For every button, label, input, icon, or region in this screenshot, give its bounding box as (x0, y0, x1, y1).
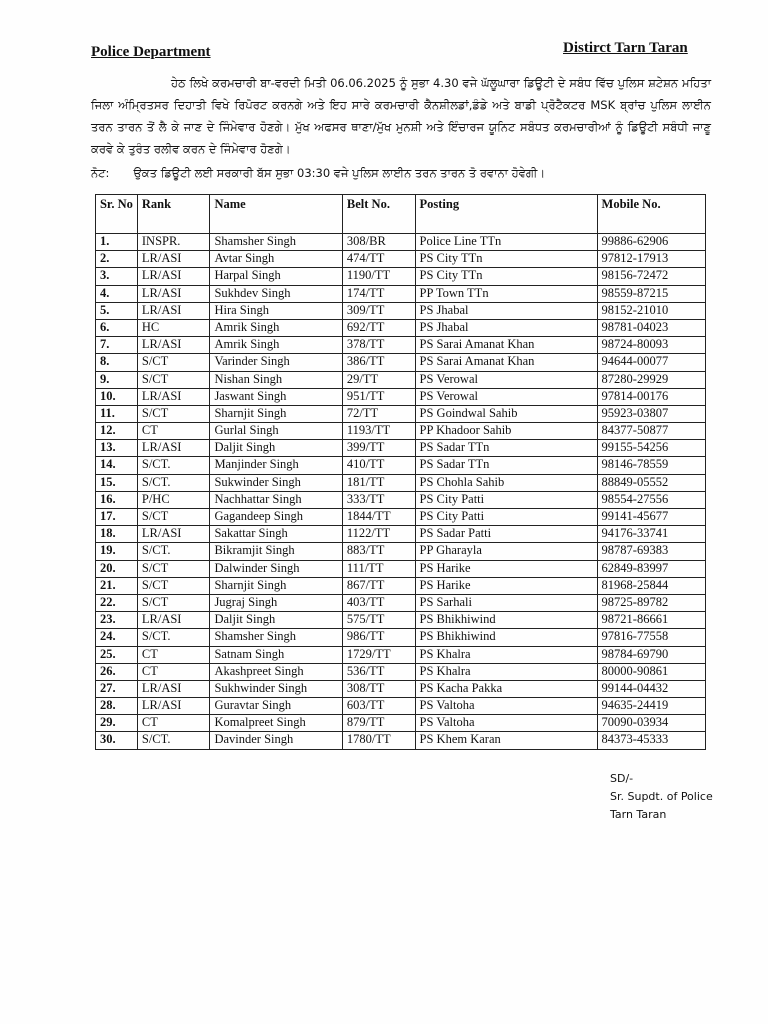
table-row (96, 577, 706, 594)
cell-sr-no: 2. (96, 251, 138, 268)
cell-name: Sharnjit Singh (210, 577, 342, 594)
cell-posting: PS Verowal (415, 388, 597, 405)
cell-posting: PS Bhikhiwind (415, 629, 597, 646)
cell-rank: S/CT (137, 509, 210, 526)
cell-posting: PS City Patti (415, 491, 597, 508)
cell-rank: LR/ASI (137, 680, 210, 697)
cell-belt-no: 1122/TT (342, 526, 415, 543)
cell-belt-no: 308/TT (342, 680, 415, 697)
cell-rank: LR/ASI (137, 526, 210, 543)
cell-mobile-no: 98559-87215 (597, 285, 705, 302)
cell-belt-no: 174/TT (342, 285, 415, 302)
cell-mobile-no: 81968-25844 (597, 577, 705, 594)
department-heading: Police Department (91, 44, 211, 60)
cell-rank: S/CT (137, 354, 210, 371)
cell-sr-no: 30. (96, 732, 138, 749)
cell-belt-no: 536/TT (342, 663, 415, 680)
cell-rank: LR/ASI (137, 285, 210, 302)
cell-name: Amrik Singh (210, 337, 342, 354)
table-row (96, 388, 706, 405)
cell-posting: PS Chohla Sahib (415, 474, 597, 491)
cell-rank: P/HC (137, 491, 210, 508)
cell-sr-no: 17. (96, 509, 138, 526)
cell-mobile-no: 95923-03807 (597, 405, 705, 422)
table-row (96, 646, 706, 663)
cell-mobile-no: 98721-86661 (597, 612, 705, 629)
header-row (96, 195, 706, 234)
table-row (96, 526, 706, 543)
district-heading: Distirct Tarn Taran (563, 40, 688, 56)
cell-name: Amrik Singh (210, 319, 342, 336)
cell-belt-no: 386/TT (342, 354, 415, 371)
cell-posting: PS Sarai Amanat Khan (415, 354, 597, 371)
cell-sr-no: 19. (96, 543, 138, 560)
signature-district: Tarn Taran (610, 808, 667, 821)
table-row (96, 663, 706, 680)
cell-sr-no: 4. (96, 285, 138, 302)
cell-name: Shamsher Singh (210, 234, 342, 251)
cell-name: Sharnjit Singh (210, 405, 342, 422)
cell-posting: PS City Patti (415, 509, 597, 526)
cell-name: Akashpreet Singh (210, 663, 342, 680)
cell-sr-no: 9. (96, 371, 138, 388)
cell-belt-no: 1193/TT (342, 423, 415, 440)
cell-name: Davinder Singh (210, 732, 342, 749)
cell-rank: INSPR. (137, 234, 210, 251)
table-row (96, 474, 706, 491)
cell-posting: PS Kacha Pakka (415, 680, 597, 697)
cell-sr-no: 16. (96, 491, 138, 508)
cell-rank: S/CT. (137, 629, 210, 646)
cell-belt-no: 111/TT (342, 560, 415, 577)
cell-posting: PS Verowal (415, 371, 597, 388)
cell-posting: PS Sadar TTn (415, 457, 597, 474)
cell-mobile-no: 99144-04432 (597, 680, 705, 697)
cell-mobile-no: 99886-62906 (597, 234, 705, 251)
cell-belt-no: 867/TT (342, 577, 415, 594)
cell-belt-no: 951/TT (342, 388, 415, 405)
cell-rank: S/CT (137, 594, 210, 611)
table-row (96, 234, 706, 251)
cell-posting: PS Khalra (415, 646, 597, 663)
cell-belt-no: 474/TT (342, 251, 415, 268)
cell-mobile-no: 98156-72472 (597, 268, 705, 285)
cell-sr-no: 27. (96, 680, 138, 697)
cell-posting: PP Khadoor Sahib (415, 423, 597, 440)
cell-belt-no: 1190/TT (342, 268, 415, 285)
cell-posting: PS Bhikhiwind (415, 612, 597, 629)
table-row (96, 612, 706, 629)
cell-posting: PS Sadar Patti (415, 526, 597, 543)
cell-sr-no: 8. (96, 354, 138, 371)
cell-sr-no: 20. (96, 560, 138, 577)
cell-mobile-no: 62849-83997 (597, 560, 705, 577)
cell-rank: LR/ASI (137, 440, 210, 457)
cell-belt-no: 309/TT (342, 302, 415, 319)
cell-mobile-no: 98152-21010 (597, 302, 705, 319)
cell-belt-no: 333/TT (342, 491, 415, 508)
cell-mobile-no: 94176-33741 (597, 526, 705, 543)
cell-sr-no: 14. (96, 457, 138, 474)
cell-name: Guravtar Singh (210, 698, 342, 715)
cell-name: Nachhattar Singh (210, 491, 342, 508)
cell-sr-no: 13. (96, 440, 138, 457)
cell-rank: CT (137, 715, 210, 732)
cell-sr-no: 18. (96, 526, 138, 543)
cell-sr-no: 12. (96, 423, 138, 440)
cell-belt-no: 181/TT (342, 474, 415, 491)
duty-roster-table (95, 194, 706, 750)
table-row (96, 251, 706, 268)
col-header-name: Name (210, 195, 342, 234)
cell-mobile-no: 98787-69383 (597, 543, 705, 560)
order-paragraph: ਹੇਠ ਲਿਖੇ ਕਰਮਚਾਰੀ ਬਾ-ਵਰਦੀ ਮਿਤੀ 06.06.2025 ਨੂੰ ਸੁਭਾ 4.30 ਵਜੇ ਘੱਲੂਘਾਰਾ ਡਿਊਟੀ ਦੇ ਸਬੰਧ ਵਿੱਚ ਪੁਲਿਸ ਸ਼ਟੇਸ਼ਨ ਮਹਿਤਾ ਜਿਲਾ ਅੰਮ੍ਰਿਤਸਰ ਦਿਹਾਤੀ ਵਿਖੇ ਰਿਪੋਰਟ ਕਰਨਗੇ ਅਤੇ ਇਹ ਸਾਰੇ ਕਰਮਚਾਰੀ ਕੈਨਸ਼ੀਲਡਾਂ,ਡੰਡੇ ਅਤੇ ਬਾਡੀ ਪ੍ਰੋਟੈਕਟਰ MSK ਬ੍ਰਾਂਚ ਪੁਲਿਸ ਲਾਈਨ ਤਰਨ ਤਾਰਨ ਤੋਂ ਲੈ ਕੇ ਜਾਣ ਦੇ ਜਿੰਮੇਵਾਰ ਹੋਣਗੇ। ਮੁੱਖ ਅਫਸਰ ਥਾਣਾ/ਮੁੱਖ ਮੁਨਸ਼ੀ ਅਤੇ ਇੰਚਾਰਜ ਯੂਨਿਟ ਸਬੰਧਤ ਕਰਮਚਾਰੀਆਂ ਨੂੰ ਡਿਊਟੀ ਸਬੰਧੀ ਜਾਣੂ ਕਰਵੇ ਕੇ ਤੁਰੰਤ ਰਲੀਵ ਕਰਨ ਦੇ ਜਿੰਮੇਵਾਰ ਹੋਣਗੇ। (91, 76, 711, 156)
cell-name: Manjinder Singh (210, 457, 342, 474)
cell-posting: PP Gharayla (415, 543, 597, 560)
cell-belt-no: 410/TT (342, 457, 415, 474)
cell-rank: HC (137, 319, 210, 336)
cell-name: Dalwinder Singh (210, 560, 342, 577)
cell-posting: PS Khem Karan (415, 732, 597, 749)
cell-rank: S/CT (137, 371, 210, 388)
cell-mobile-no: 98146-78559 (597, 457, 705, 474)
cell-mobile-no: 97816-77558 (597, 629, 705, 646)
cell-sr-no: 24. (96, 629, 138, 646)
table-row (96, 698, 706, 715)
cell-sr-no: 3. (96, 268, 138, 285)
cell-belt-no: 1729/TT (342, 646, 415, 663)
cell-mobile-no: 84377-50877 (597, 423, 705, 440)
table-row (96, 371, 706, 388)
cell-name: Jugraj Singh (210, 594, 342, 611)
cell-name: Daljit Singh (210, 440, 342, 457)
cell-sr-no: 7. (96, 337, 138, 354)
cell-posting: PS City TTn (415, 268, 597, 285)
table-row (96, 543, 706, 560)
table-row (96, 405, 706, 422)
signature-sd: SD/- (610, 772, 634, 785)
cell-posting: PS Jhabal (415, 302, 597, 319)
table-row (96, 440, 706, 457)
col-header-mobile-no: Mobile No. (597, 195, 705, 234)
cell-sr-no: 26. (96, 663, 138, 680)
col-header-posting: Posting (415, 195, 597, 234)
cell-belt-no: 29/TT (342, 371, 415, 388)
cell-mobile-no: 98724-80093 (597, 337, 705, 354)
cell-name: Sukhwinder Singh (210, 680, 342, 697)
cell-sr-no: 28. (96, 698, 138, 715)
cell-mobile-no: 97812-17913 (597, 251, 705, 268)
table-row (96, 268, 706, 285)
cell-rank: LR/ASI (137, 337, 210, 354)
cell-rank: LR/ASI (137, 698, 210, 715)
cell-sr-no: 22. (96, 594, 138, 611)
cell-name: Gurlal Singh (210, 423, 342, 440)
cell-rank: LR/ASI (137, 251, 210, 268)
cell-rank: S/CT. (137, 474, 210, 491)
cell-belt-no: 1844/TT (342, 509, 415, 526)
cell-name: Avtar Singh (210, 251, 342, 268)
cell-rank: CT (137, 646, 210, 663)
table-row (96, 629, 706, 646)
table-body (96, 234, 706, 750)
cell-rank: S/CT. (137, 543, 210, 560)
note-line (91, 166, 711, 181)
cell-belt-no: 399/TT (342, 440, 415, 457)
cell-rank: LR/ASI (137, 302, 210, 319)
cell-name: Harpal Singh (210, 268, 342, 285)
cell-mobile-no: 98784-69790 (597, 646, 705, 663)
cell-posting: PS Goindwal Sahib (415, 405, 597, 422)
cell-belt-no: 403/TT (342, 594, 415, 611)
table-row (96, 285, 706, 302)
cell-rank: LR/ASI (137, 388, 210, 405)
col-header-sr-no: Sr. No (96, 195, 138, 234)
cell-name: Komalpreet Singh (210, 715, 342, 732)
cell-mobile-no: 98725-89782 (597, 594, 705, 611)
cell-belt-no: 72/TT (342, 405, 415, 422)
table-row (96, 337, 706, 354)
cell-sr-no: 25. (96, 646, 138, 663)
cell-name: Satnam Singh (210, 646, 342, 663)
signature-block (610, 770, 713, 824)
cell-name: Sukhdev Singh (210, 285, 342, 302)
cell-posting: PS Jhabal (415, 319, 597, 336)
cell-name: Hira Singh (210, 302, 342, 319)
cell-rank: S/CT (137, 560, 210, 577)
cell-mobile-no: 99155-54256 (597, 440, 705, 457)
note-label: ਨੋਟ: (91, 166, 110, 180)
cell-belt-no: 879/TT (342, 715, 415, 732)
cell-name: Sukwinder Singh (210, 474, 342, 491)
table-row (96, 560, 706, 577)
cell-belt-no: 603/TT (342, 698, 415, 715)
cell-sr-no: 23. (96, 612, 138, 629)
cell-posting: PS Valtoha (415, 715, 597, 732)
cell-mobile-no: 84373-45333 (597, 732, 705, 749)
cell-name: Varinder Singh (210, 354, 342, 371)
table-row (96, 319, 706, 336)
cell-rank: LR/ASI (137, 268, 210, 285)
cell-mobile-no: 99141-45677 (597, 509, 705, 526)
table-row (96, 715, 706, 732)
cell-belt-no: 692/TT (342, 319, 415, 336)
cell-posting: PS Sadar TTn (415, 440, 597, 457)
table-row (96, 491, 706, 508)
cell-belt-no: 378/TT (342, 337, 415, 354)
cell-posting: PS Khalra (415, 663, 597, 680)
cell-sr-no: 29. (96, 715, 138, 732)
cell-name: Jaswant Singh (210, 388, 342, 405)
cell-mobile-no: 98554-27556 (597, 491, 705, 508)
cell-belt-no: 308/BR (342, 234, 415, 251)
cell-rank: LR/ASI (137, 612, 210, 629)
cell-sr-no: 21. (96, 577, 138, 594)
cell-posting: PP Town TTn (415, 285, 597, 302)
cell-mobile-no: 87280-29929 (597, 371, 705, 388)
table-row (96, 594, 706, 611)
cell-mobile-no: 70090-03934 (597, 715, 705, 732)
cell-posting: PS Sarai Amanat Khan (415, 337, 597, 354)
cell-mobile-no: 94635-24419 (597, 698, 705, 715)
cell-posting: Police Line TTn (415, 234, 597, 251)
cell-belt-no: 986/TT (342, 629, 415, 646)
cell-name: Bikramjit Singh (210, 543, 342, 560)
note-text: ਉਕਤ ਡਿਊਟੀ ਲਈ ਸਰਕਾਰੀ ਬੱਸ ਸੁਭਾ 03:30 ਵਜੇ ਪੁਲਿਸ ਲਾਈਨ ਤਰਨ ਤਾਰਨ ਤੋ ਰਵਾਨਾ ਹੋਵੇਗੀ। (133, 166, 546, 180)
cell-belt-no: 575/TT (342, 612, 415, 629)
table-row (96, 680, 706, 697)
cell-mobile-no: 88849-05552 (597, 474, 705, 491)
cell-name: Shamsher Singh (210, 629, 342, 646)
cell-rank: S/CT. (137, 457, 210, 474)
cell-rank: CT (137, 663, 210, 680)
cell-mobile-no: 94644-00077 (597, 354, 705, 371)
cell-posting: PS Valtoha (415, 698, 597, 715)
signature-designation: Sr. Supdt. of Police (610, 790, 713, 803)
col-header-rank: Rank (137, 195, 210, 234)
cell-belt-no: 883/TT (342, 543, 415, 560)
table-row (96, 423, 706, 440)
col-header-belt-no: Belt No. (342, 195, 415, 234)
cell-mobile-no: 98781-04023 (597, 319, 705, 336)
cell-mobile-no: 80000-90861 (597, 663, 705, 680)
cell-posting: PS Sarhali (415, 594, 597, 611)
cell-sr-no: 5. (96, 302, 138, 319)
cell-sr-no: 6. (96, 319, 138, 336)
cell-posting: PS Harike (415, 560, 597, 577)
table-row (96, 509, 706, 526)
table-row (96, 354, 706, 371)
cell-belt-no: 1780/TT (342, 732, 415, 749)
cell-name: Daljit Singh (210, 612, 342, 629)
table-header (96, 195, 706, 234)
cell-sr-no: 15. (96, 474, 138, 491)
cell-sr-no: 1. (96, 234, 138, 251)
table-row (96, 302, 706, 319)
cell-rank: S/CT (137, 405, 210, 422)
cell-posting: PS Harike (415, 577, 597, 594)
cell-sr-no: 11. (96, 405, 138, 422)
cell-rank: CT (137, 423, 210, 440)
cell-rank: S/CT (137, 577, 210, 594)
cell-name: Sakattar Singh (210, 526, 342, 543)
cell-posting: PS City TTn (415, 251, 597, 268)
table-row (96, 732, 706, 749)
cell-name: Gagandeep Singh (210, 509, 342, 526)
cell-mobile-no: 97814-00176 (597, 388, 705, 405)
cell-rank: S/CT. (137, 732, 210, 749)
cell-sr-no: 10. (96, 388, 138, 405)
cell-name: Nishan Singh (210, 371, 342, 388)
table-row (96, 457, 706, 474)
